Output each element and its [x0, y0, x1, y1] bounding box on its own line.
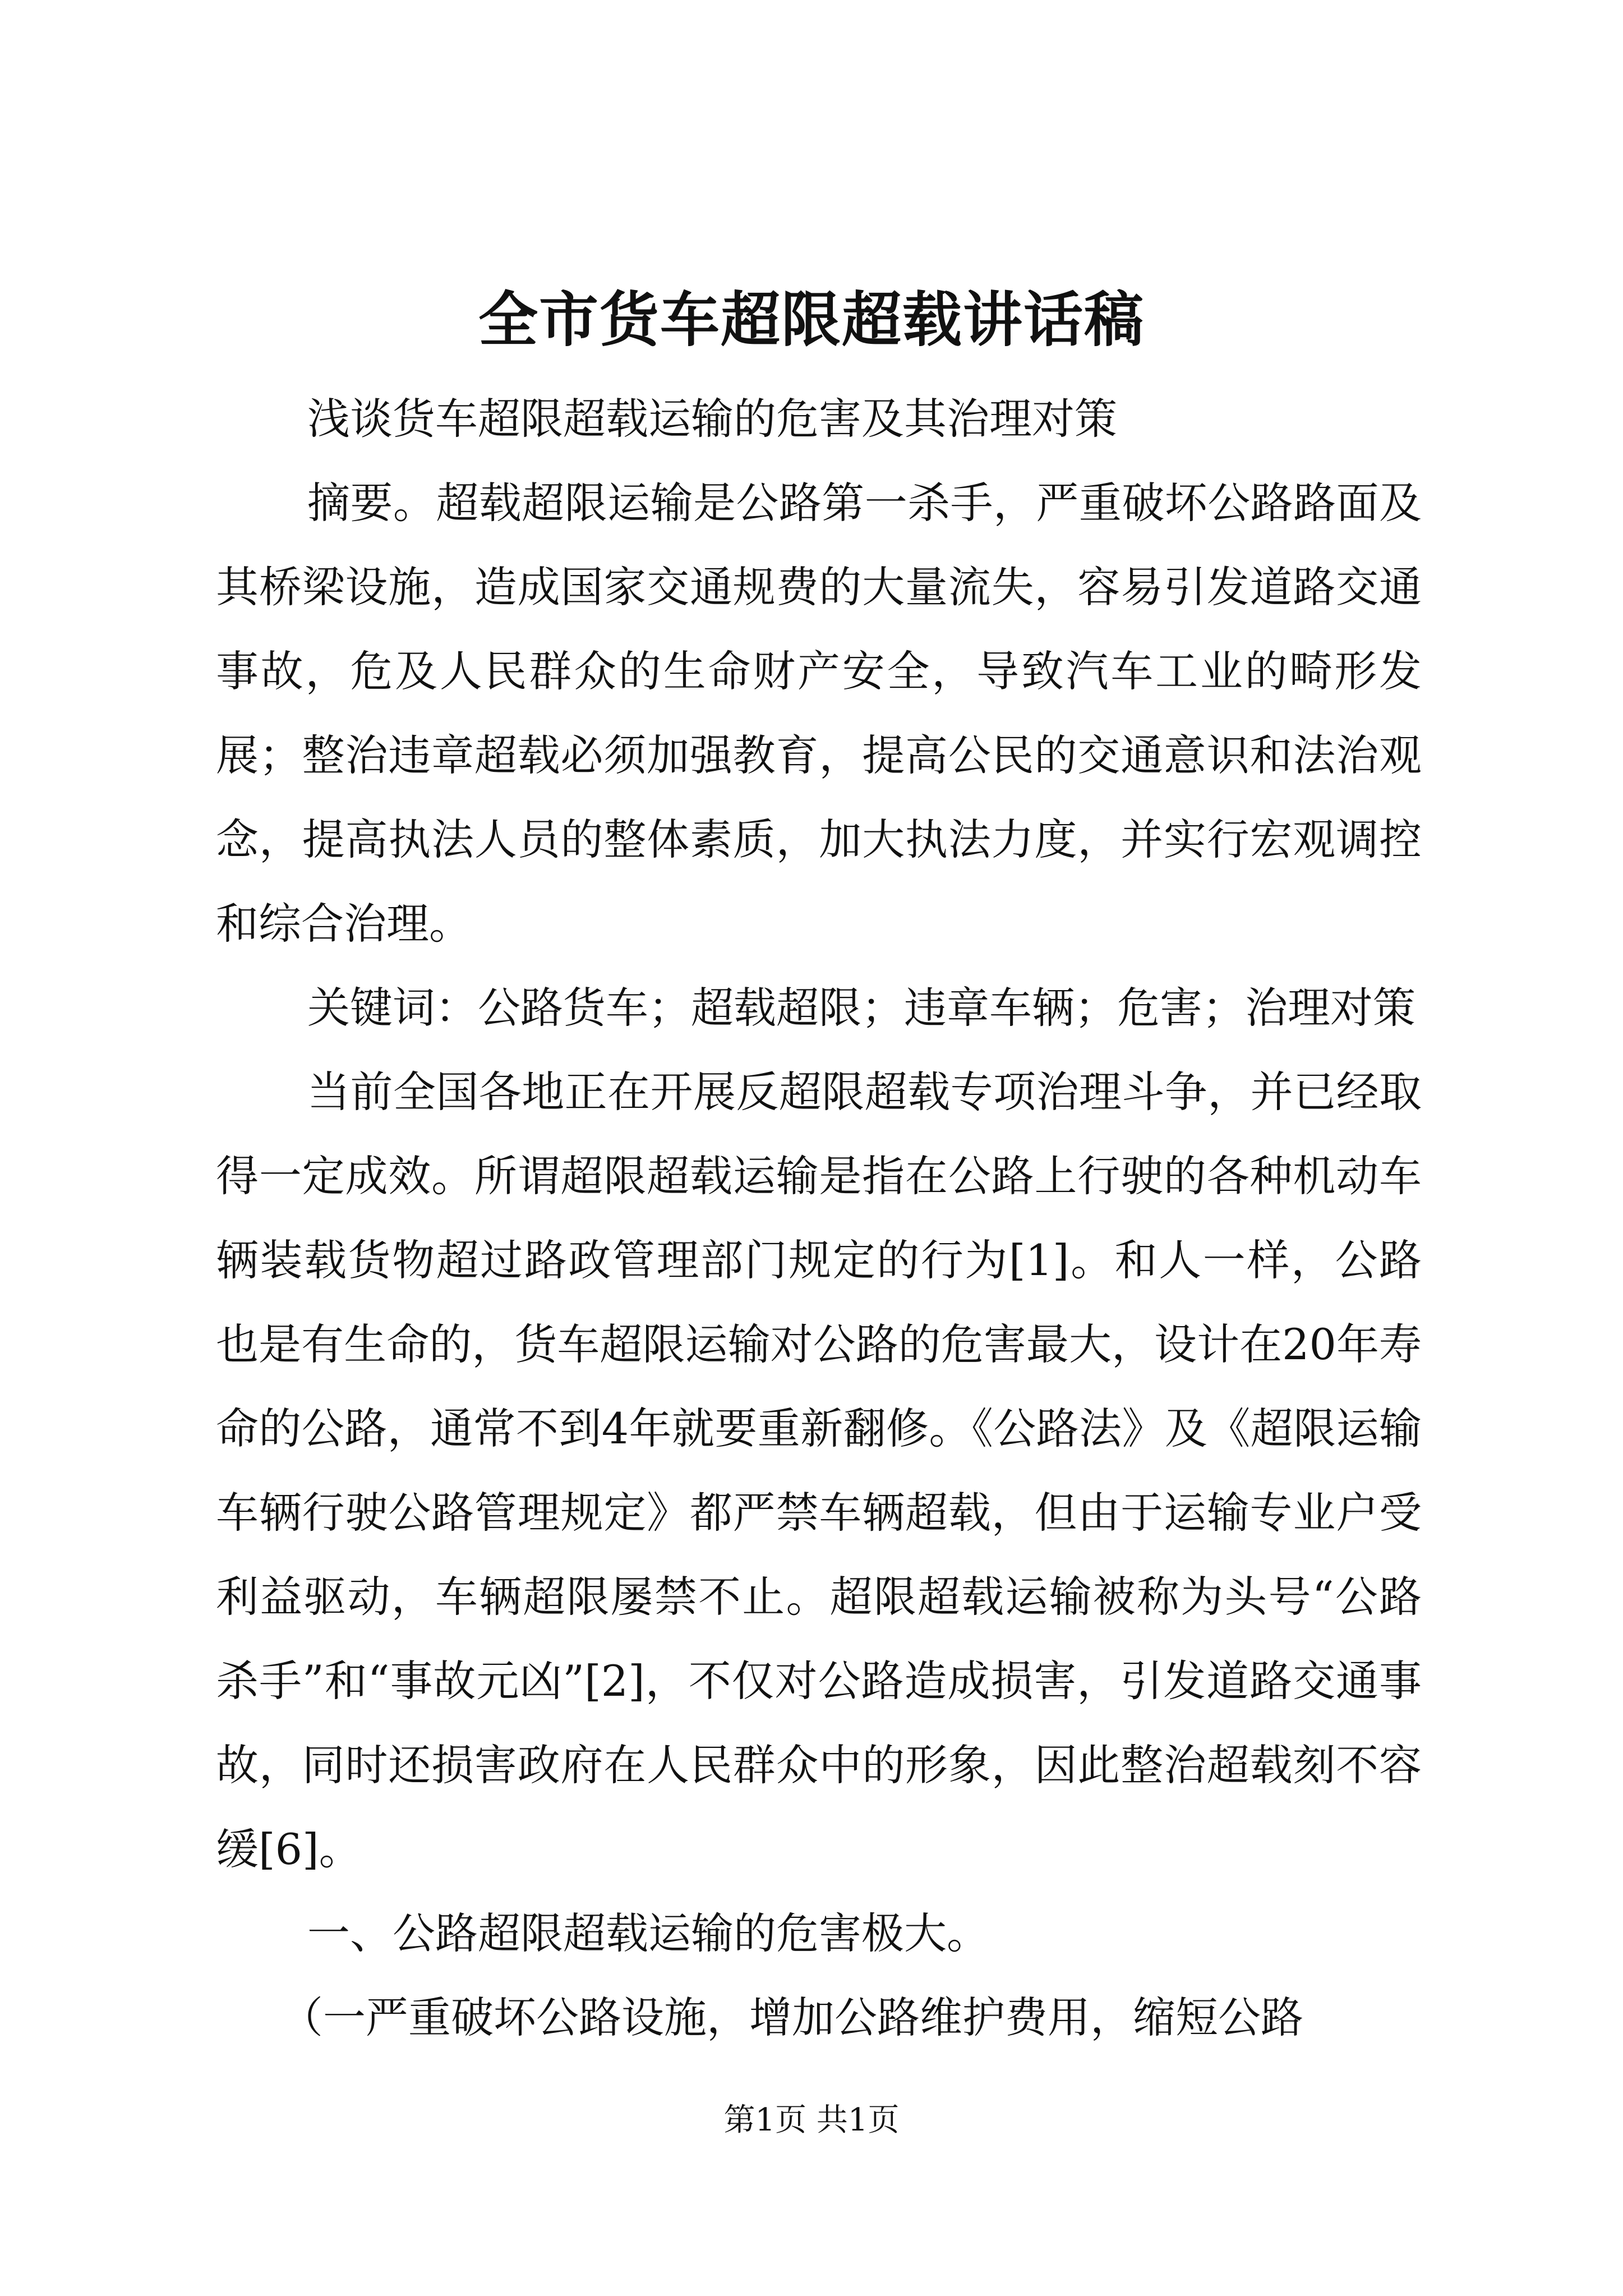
intro-paragraph: 当前全国各地正在开展反超限超载专项治理斗争，并已经取得一定成效。所谓超限超载运输是指在公路上行驶的各种机动车辆装载货物超过路政管理部门规定的行为[1]。和人一样，公路也是有生命的，货车超限运输对公路的危害最大，设计在20年寿命的公路，通常不到4年就要重新翻修。《公路法》及《超限运输车辆行驶公路管理规定》都严禁车辆超载，但由于运输专业户受利益驱动，车辆超限屡禁不止。超限超载运输被称为头号“公路杀手”和“事故元凶”[2]，不仅对公路造成损害，引发道路交通事故，同时还损害政府在人民群众中的形象，因此整治超载刻不容缓[6]。 — [216, 1067, 1422, 1874]
keywords-paragraph: 关键词：公路货车；超载超限；违章车辆；危害；治理对策 — [307, 983, 1415, 1033]
subtitle-paragraph: 浅谈货车超限超载运输的危害及其治理对策 — [307, 394, 1117, 444]
page-footer: 第1页 共1页 — [723, 2102, 900, 2138]
subsection-paragraph-1: （一严重破坏公路设施，增加公路维护费用，缩短公路 — [280, 1993, 1303, 2042]
document-body — [216, 377, 1422, 2060]
document-title: 全市货车超限超载讲话稿 — [478, 284, 1145, 355]
abstract-paragraph: 摘要。超载超限运输是公路第一杀手，严重破坏公路路面及其桥梁设施，造成国家交通规费的大量流失，容易引发道路交通事故，危及人民群众的生命财产安全，导致汽车工业的畸形发展；整治违章超载必须加强教育，提高公民的交通意识和法治观念，提高执法人员的整体素质，加大执法力度，并实行宏观调控和综合治理。 — [216, 478, 1422, 949]
section-heading-1: 一、公路超限超载运输的危害极大。 — [307, 1908, 989, 1958]
